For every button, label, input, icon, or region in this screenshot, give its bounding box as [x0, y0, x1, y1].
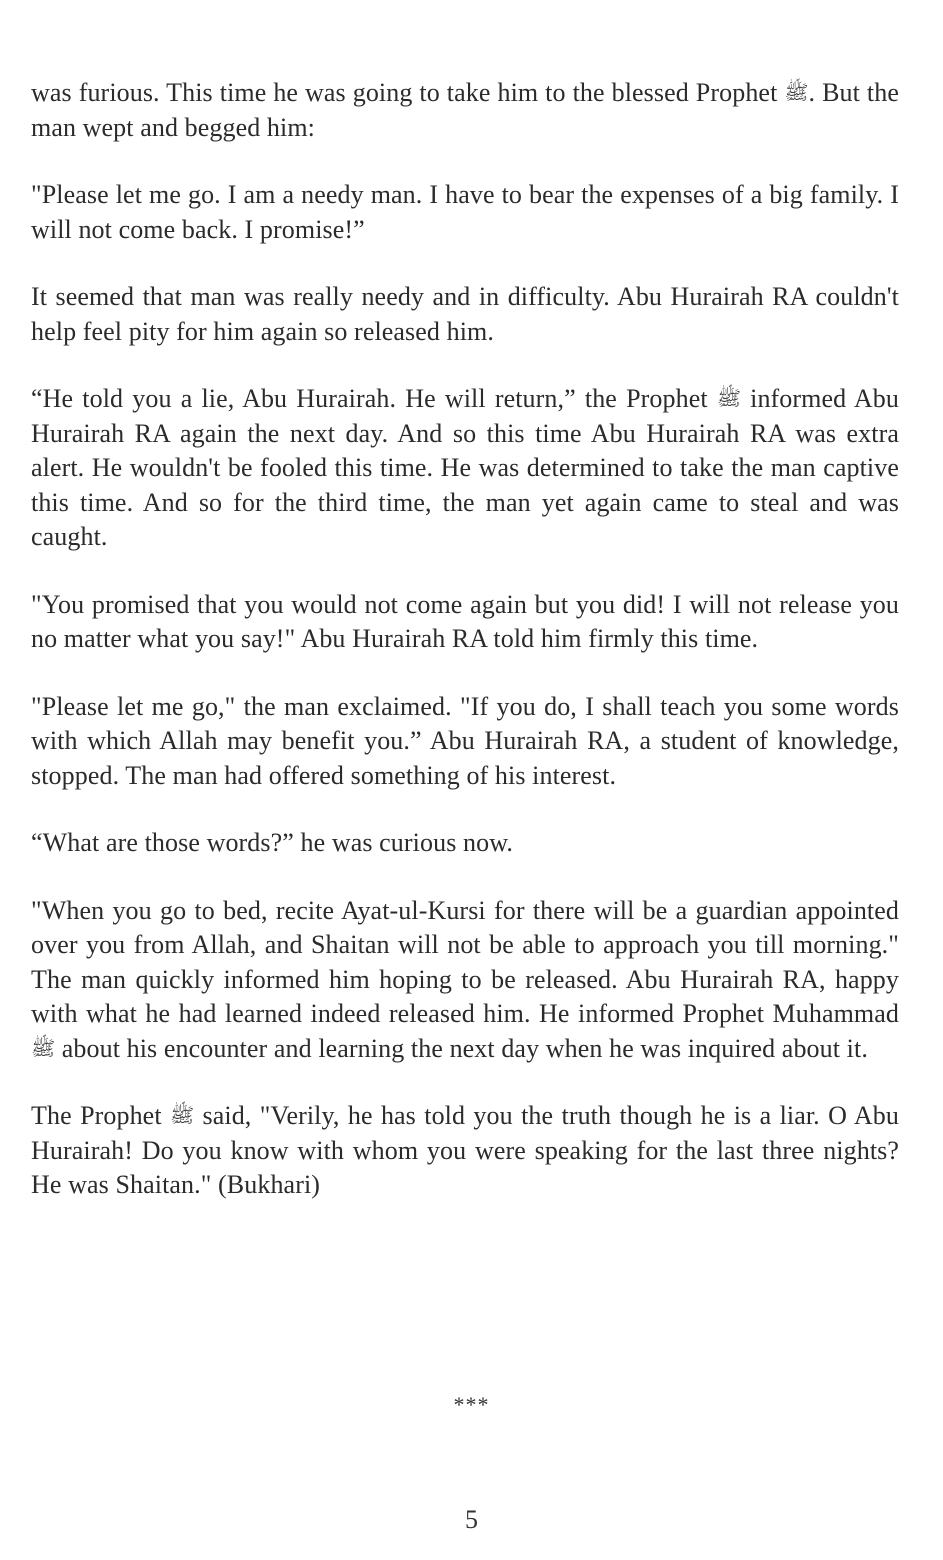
page-body	[31, 76, 899, 1236]
text-run: “What are those words?” he was curious now.	[31, 828, 513, 857]
text-run: . But the man wept and begged him:	[31, 78, 899, 142]
paragraph-5	[31, 588, 899, 657]
pbuh-icon: ﷺ	[716, 386, 741, 410]
paragraph-1	[31, 76, 899, 145]
pbuh-icon: ﷺ	[31, 1035, 56, 1060]
section-separator: ***	[453, 1392, 490, 1417]
text-run: It seemed that man was really needy and in difficulty. Abu Hurairah RA couldn't help feel pity for him again so released him.	[31, 282, 899, 346]
text-run: "You promised that you would not come again but you did! I will not release you no matter what you say!" Abu Hurairah RA told him firmly this time.	[31, 589, 899, 653]
paragraph-7	[31, 826, 899, 861]
text-run: "When you go to bed, recite Ayat-ul-Kursi for there will be a guardian appointed over you from Allah, and Shaitan will not be able to approach you till morning." The man quickly informed him hoping to be released. Abu Hurairah RA, happy with what he had learned indeed released him. He informed Prophet Muhammad	[31, 895, 899, 1028]
text-run: “He told you a lie, Abu Hurairah. He will return,” the Prophet	[31, 384, 717, 413]
paragraph-2	[31, 178, 899, 247]
text-run: "Please let me go," the man exclaimed. "If you do, I shall teach you some words with which Allah may benefit you.” Abu Hurairah RA, a student of knowledge, stopped. The man had offered something of his interest.	[31, 691, 899, 790]
paragraph-8	[31, 894, 899, 1067]
text-run: "Please let me go. I am a needy man. I have to bear the expenses of a big family. I will not come back. I promise!”	[31, 180, 899, 244]
text-run: informed Abu Hurairah RA again the next day. And so this time Abu Hurairah RA was extra alert. He wouldn't be fooled this time. He was determined to take the man captive this time. And so for the third time, the man yet again came to steal and was caught.	[31, 384, 899, 551]
text-run: about his encounter and learning the next day when he was inquired about it.	[55, 1033, 868, 1063]
pbuh-icon: ﷺ	[784, 80, 809, 104]
paragraph-9	[31, 1099, 899, 1203]
paragraph-4	[31, 382, 899, 555]
text-run: The Prophet	[31, 1101, 170, 1130]
text-run: said, "Verily, he has told you the truth though he is a liar. O Abu Hurairah! Do you know with whom you were speaking for the last three nights? He was Shaitan." (Bukhari)	[31, 1101, 899, 1199]
paragraph-3	[31, 280, 899, 349]
pbuh-icon: ﷺ	[170, 1103, 195, 1127]
text-run: was furious. This time he was going to take him to the blessed Prophet	[31, 78, 785, 107]
page-number: 5	[465, 1505, 478, 1534]
paragraph-6	[31, 690, 899, 794]
